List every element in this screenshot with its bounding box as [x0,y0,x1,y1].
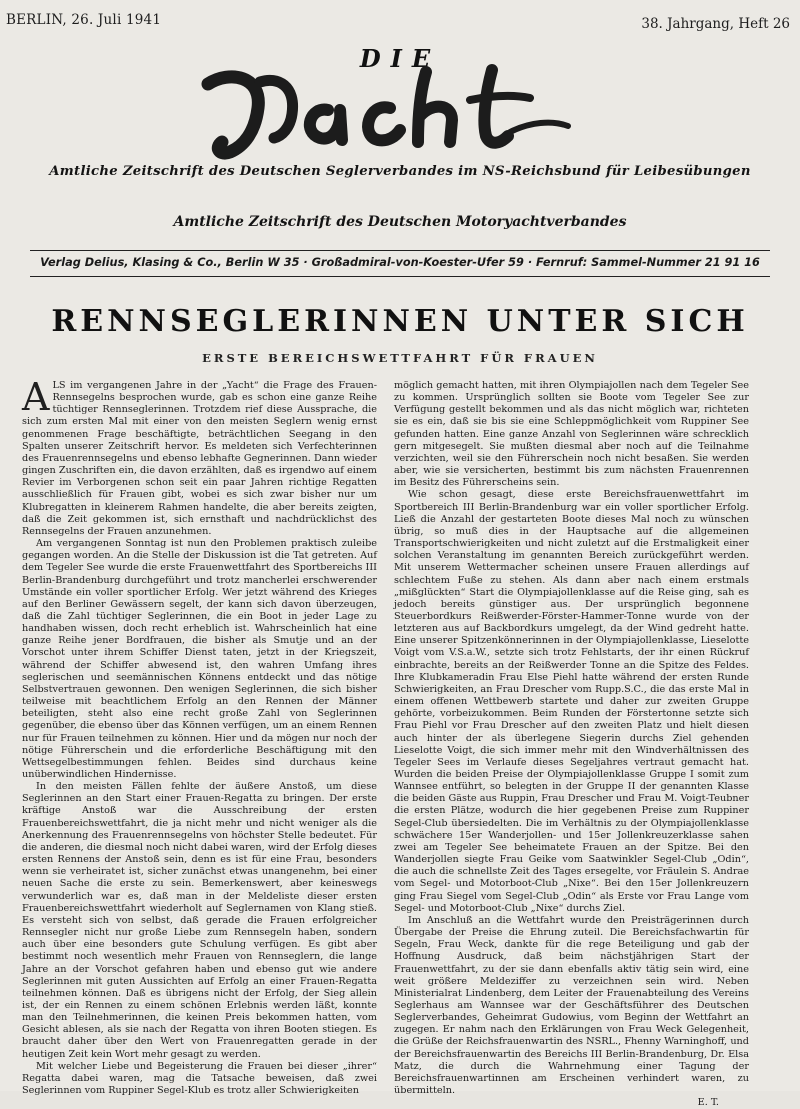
yacht-logo [200,62,580,162]
paragraph: Wie schon gesagt, diese erste Bereichsfrauenwettfahrt im Sportbereich III Berlin-Brandenburg war ein voller sportlicher Erfolg. Ließ die Anzahl der gestarteten Boote dieses Mal noch zu wünschen übrig, so muß dies in der Hauptsache auf die allgemeinen Transportschwierigkeiten und nicht zuletzt auf die Erstmaligkeit einer solchen Veranstaltung im genannten Bereich zurückgeführt werden. Mit unserem Wettermacher scheinen unsere Frauen allerdings auf schlechtem Fuße zu stehen. Als dann aber nach einem erstmals „mißglückten“ Start die Olympiajollenklasse auf die Reise ging, sah es jedoch bereits günstiger aus. Der ursprünglich begonnene Steuerbordkurs Reißwerder-Förster-Hammer-Tonne wurde von der letzteren aus auf Backbordkurs umgelegt, da der Wind gedreht hatte. Eine unserer Spitzenkönnerinnen in der Olympiajollenklasse, Lieselotte Voigt vom V.S.a.W., setzte sich trotz Fehlstarts, der ihr einen Rückruf einbrachte, bereits an der Reißwerder Tonne an die Spitze des Feldes. Ihre Klubkameradin Frau Else Piehl hatte während der ersten Runde Schwierigkeiten, an Frau Drescher vom Rupp.S.C., die das erste Mal in einem offenen Wettbewerb startete und daher zur zweiten Gruppe gehörte, vorbeizukommen. Beim Runden der Förstertonne setzte sich Frau Piehl vor Frau Drescher auf den zweiten Platz und hielt diesen auch hinter der als überlegene Siegerin durchs Ziel gehenden Lieselotte Voigt, die sich immer mehr mit den Windverhältnissen des Tegeler Sees im Verlaufe dieses Segeljahres vertraut gemacht hat. Wurden die beiden Preise der Olympiajollenklasse Gruppe I somit zum Wannsee entführt, so belegten in der Gruppe II der genannten Klasse die beiden Gäste aus Ruppin, Frau Drescher und Frau M. Voigt-Teubner die ersten Plätze, wodurch die hier gegebenen Preise zum Ruppiner Segel-Club übersiedelten. Die im Verhältnis zu der Olympiajollenklasse schwächere 15er Wanderjollen- und 15er Jollenkreuzerklasse sahen zwei am Tegeler See beheimatete Frauen an der Spitze. Bei den Wanderjollen siegte Frau Geike vom Saatwinkler Segel-Club „Odin“, die auch die schnellste Zeit des Tages ersegelte, vor Fräulein S. Andrae vom Segel- und Motorboot-Club „Nixe“. Bei den 15er Jollenkreuzern ging Frau Siegel vom Segel-Club „Odin“ als Erste vor Frau Lange vom Segel- und Motorboot-Club „Nixe“ durchs Ziel. [394,489,749,914]
article-subheadline: ERSTE BEREICHSWETTFAHRT FÜR FRAUEN [202,351,598,365]
paragraph [22,375,377,538]
tagline-motoryachtverband: Amtliche Zeitschrift des Deutschen Motoryachtverbandes [173,214,627,230]
publisher-rule-top [30,250,770,251]
top-line [6,6,790,36]
paragraph: In den meisten Fällen fehlte der äußere Anstoß, um diese Seglerinnen an den Start einer Frauen-Regatta zu bringen. Der erste kräftige Anstoß war die Ausschreibung der ersten Frauenbereichswettfahrt, die ja nicht mehr und nicht weniger als die Anerkennung des Frauenrennsegelns von höchster Stelle bedeutet. Für die anderen, die diesmal noch nicht dabei waren, wird der Erfolg dieses ersten Rennens der Anstoß sein, denn es ist für eine Frau, besonders wenn sie verheiratet ist, sicher zunächst etwas unangenehm, bei einer neuen Sache die erste zu sein. Bemerkenswert, aber keineswegs verwunderlich war es, daß man in der Meldeliste dieser ersten Frauenbereichswettfahrt wiederholt auf Seglernamen von Klang stieß. Es versteht sich von selbst, daß gerade die Frauen erfolgreicher Rennsegler nicht nur große Liebe zum Rennsegeln haben, sondern auch über eine besonders gute Schulung verfügen. Es gibt aber bestimmt noch wesentlich mehr Frauen von Rennseglern, die lange Jahre an der Vorschot gefahren haben und ebenso gut wie andere Seglerinnen mit guten Aussichten auf Erfolg an einer Frauen-Regatta teilnehmen können. Daß es übrigens nicht der Erfolg, der Sieg allein ist, der ein Rennen zu einem schönen Erlebnis werden läßt, konnte man den Teilnehmerinnen, die keinen Preis bekommen hatten, vom Gesicht ablesen, als sie nach der Regatta von ihren Booten stiegen. Es braucht daher über den Wert von Frauenregatten gerade in der heutigen Zeit kein Wort mehr gesagt zu werden. [22,781,377,1060]
drop-cap: A [22,375,50,419]
left-column [22,375,377,1097]
paragraph-text: LS im vergangenen Jahre in der „Yacht“ die Frage des Frauen-Rennsegelns besprochen wurde, gab es schon eine ganze Reihe tüchtiger Rennseglerinnen. Trotzdem rief diese Aussprache, die sich zum ersten Mal mit einer von den meisten Seglern wenig ernst genommenen Frage beschäftigte, beträchtlichen Seegang in den Spalten unserer Zeitschrift hervor. Es meldeten sich Verfechterinnen des Frauenrennsegelns und ebenso lebhafte Gegnerinnen. Dann wieder gingen Zuschriften ein, die davon erzählten, daß es irgendwo auf einem Revier im Verborgenen schon seit ein paar Jahren richtige Regatten ausschließlich für Frauen gibt, wobei es sich zwar bisher nur um Klubregatten in kleinerem Rahmen handelte, die aber bereits zeigten, daß die Zeit gekommen ist, sich ernsthaft und nachdrücklichst des Rennsegelns der Frauen anzunehmen. [22,380,377,537]
author-signature: E. T. [697,1097,719,1109]
issue-number: 38. Jahrgang, Heft 26 [641,16,790,32]
publisher-line: Verlag Delius, Klasing & Co., Berlin W 35 · Großadmiral-von-Koester-Ufer 59 · Fernruf: Sammel-Nummer 21 91 16 [40,256,760,269]
right-column [394,380,749,1109]
dateline: BERLIN, 26. Juli 1941 [6,12,162,28]
paragraph: möglich gemacht hatten, mit ihren Olympiajollen nach dem Tegeler See zu kommen. Ursprünglich sollten sie Boote vom Tegeler See zur Verfügung gestellt bekommen und als das nicht möglich war, richteten sie es ein, daß sie bis sie eine Schleppmöglichkeit vom Ruppiner See gefunden hatten. Eine ganze Anzahl von Seglerinnen wäre schrecklich gern mitgesegelt. Sie mußten diesmal aber noch auf die Teilnahme verzichten, weil sie den Führerschein noch nicht besaßen. Sie werden aber, wie sie versicherten, bestimmt bis zum nächsten Frauenrennen im Besitz des Führerscheins sein. [394,380,749,489]
tagline-seglerverband: Amtliche Zeitschrift des Deutschen Seglerverbandes im NS-Reichsbund für Leibesübungen [49,164,751,179]
paragraph: Mit welcher Liebe und Begeisterung die Frauen bei dieser „ihrer“ Regatta dabei waren, mag die Tatsache beweisen, daß zwei Seglerinnen vom Ruppiner Segel-Klub es trotz aller Schwierigkeiten [22,1060,377,1097]
paragraph: Am vergangenen Sonntag ist nun den Problemen praktisch zuleibe gegangen worden. An die Stelle der Diskussion ist die Tat getreten. Auf dem Tegeler See wurde die erste Frauenwettfahrt des Sportbereichs III Berlin-Brandenburg durchgeführt und trotz mancherlei erschwerender Umstände ein voller sportlicher Erfolg. Wer jetzt während des Krieges auf den Berliner Gewässern segelt, der kann sich davon überzeugen, daß die Zahl tüchtiger Seglerinnen, die ein Boot in jeder Lage zu handhaben wissen, doch recht erheblich ist. Wahrscheinlich hat eine ganze Reihe jener Bordfrauen, die bisher als Smutje und an der Vorschot unter ihrem Schiffer Dienst taten, jetzt in der Kriegszeit, während der Schiffer abwesend ist, den wahren Umfang ihres seglerischen und seemännischen Könnens entdeckt und das nötige Selbstvertrauen gewonnen. Den wenigen Seglerinnen, die sich bisher teilweise mit beachtlichem Erfolg an den Rennen der Männer beteiligten, steht also eine recht große Zahl von Seglerinnen gegenüber, die ebenso über das Können verfügen, um an einem Rennen nur für Frauen teilnehmen zu können. Hier und da mögen nur noch der nötige Führerschein und die erforderliche Beschäftigung mit den Wettsegelbestimmungen fehlen. Beides sind durchaus keine unüberwindlichen Hindernisse. [22,538,377,780]
masthead-die: DIE [359,44,441,73]
paragraph: Im Anschluß an die Wettfahrt wurde den Preisträgerinnen durch Übergabe der Preise die Ehrung zuteil. Die Bereichsfachwartin für Segeln, Frau Weck, dankte für die rege Beteiligung und gab der Hoffnung Ausdruck, daß beim nächstjährigen Start der Frauenwettfahrt, zu der sie dann ebenfalls aktiv tätig sein wird, eine weit größere Meldeziffer zu verzeichnen sein wird. Neben Ministerialrat Lindenberg, dem Leiter der Frauenabteilung des Vereins Seglerhaus am Wannsee war der Geschäftsführer des Deutschen Seglerverbandes, Geheimrat Gudowius, vom Beginn der Wettfahrt an zugegen. Er nahm nach den Erklärungen von Frau Weck Gelegenheit, die Grüße der Reichsfrauenwartin des NSRL., Fhenny Warninghoff, und der Bereichsfrauenwartin des Bereichs III Berlin-Brandenburg, Dr. Elsa Matz, die durch die Wahrnehmung einer Tagung der Bereichsfrauenwartinnen am Erscheinen verhindert waren, zu übermitteln. [394,914,749,1097]
article-headline: RENNSEGLERINNEN UNTER SICH [51,304,749,339]
publisher-rule-bottom [30,276,770,277]
